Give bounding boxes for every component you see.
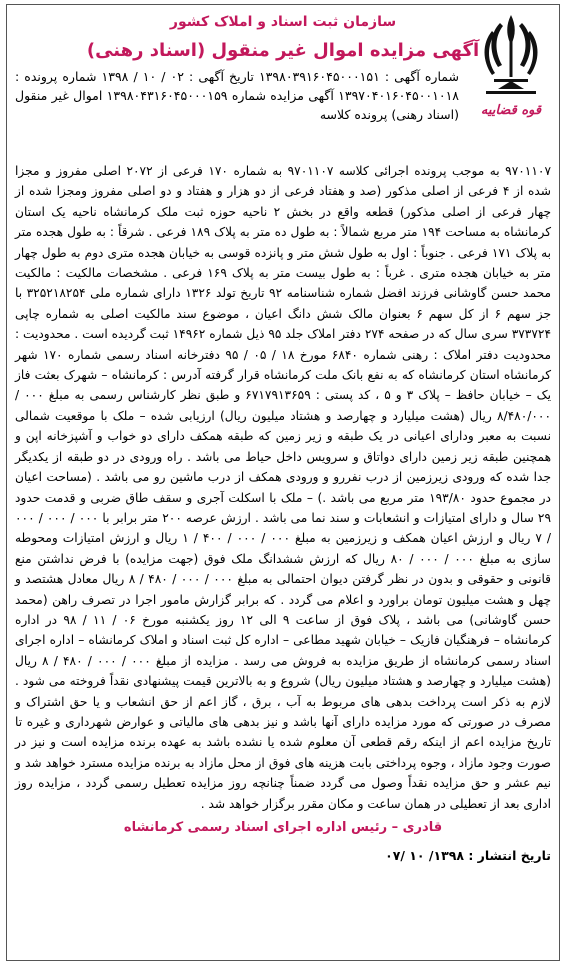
notice-header (15, 9, 551, 159)
judiciary-emblem (471, 11, 551, 151)
signature-line: قادری – رئیس اداره اجرای اسناد رسمی کرمانشاه (123, 820, 443, 835)
organization-title: سازمان ثبت اسناد و املاک کشور (169, 14, 397, 30)
publish-date: تاریخ انتشار : ۱۳۹۸/ ۱۰ /۰۷ (385, 848, 551, 863)
notice-body: ۹۷۰۱۱۰۷ به موجب پرونده اجرائی کلاسه ۹۷۰۱۱۰۷ به شماره ۱۷۰ فرعی از ۲۰۷۲ اصلی مفروز و مجزا شده از ۴ فرعی از اصلی مذکور (صد و هفتاد فرعی از دو هزار و هفتاد و دو اصلی مفروز ومجزا شده از چهار فرعی از اصلی مذکور) قطعه واقع در بخش ۲ ناحیه حوزه ثبت ملک کرمانشاه ناحیه یک استان کرمانشاه به مساحت ۱۹۴ متر مربع شمالاً : به طول ده متر به پلاک ۱۸۹ فرعی . شرقاً : به طول هجده متر به پلاک ۱۷۱ فرعی . جنوباً : اول به طول شش متر و پانزده قوسی به خیابان هجده متری دوم به طول چهار متر به خیابان هجده متری . غرباً : به طول بیست متر به پلاک ۱۶۹ فرعی . مشخصات مالکیت : مالکیت محمد حسن گاوشانی فرزند افضل شماره شناسنامه ۹۲ تاریخ تولد ۱۳۲۶ دارای شماره ملی ۳۲۵۲۱۸۲۵۴ با جز سهم ۶ از کل سهم ۶ بعنوان مالک شش دانگ اعیان ، موضوع سند مالکیت اصلی به شماره چاپی ۳۷۳۷۲۴ سری سال که در صفحه ۲۷۴ دفتر املاک جلد ۹۵ ذیل شماره ۱۴۹۶۲ ثبت گردیده است . محدودیت : محدودیت دفتر املاک : رهنی شماره ۶۸۴۰ مورخ ۱۸ / ۰۵ / ۹۵ دفترخانه اسناد رسمی شماره ۱۷۰ شهر کرمانشاه استان کرمانشاه که به نفع بانک ملت کرمانشاه قرار گرفته آدرس : کرمانشاه – شهرک بعثت فاز یک – خیابان حافظ – پلاک ۳ و ۵ ، کد پستی : ۶۷۱۷۹۱۳۶۵۹ و طبق نظر کارشناس رسمی به مبلغ ۰۰۰ / ۸/۴۸۰/۰۰۰ ریال (هشت میلیارد و چهارصد و هشتاد میلیون ریال) ارزیابی شده – ملک با موقعیت شمالی نسبت به معبر ودارای اعیانی در یک طبقه و زیر زمین که طبقه همکف دارای دو خواب و آشپزخانه اپن و همچنین طبقه زیر زمین دارای دواتاق و سرویس داخل حیاط می باشد . راه ورودی در دو طبقه از یکدیگر جدا شده که ورودی زیرزمین از درب نفررو و ورودی همکف از درب ماشین رو می باشد . (مساحت اعیان در مجموع حدود ۱۹۳/۸۰ متر مربع می باشد .) – ملک با اسکلت آجری و سقف طاق ضربی و قدمت حدود ۲۹ سال و دارای امتیازات و انشعابات و سند نما می باشد . ارزش عرصه ۲۰۰ متر برابر با ۰۰۰ / ۰۰۰ / ۰۰۰ / ۷ ریال و ارزش اعیان همکف و زیرزمین به مبلغ ۰۰۰ / ۰۰۰ / ۴۰۰ / ۱ ریال و ارزش امتیازات ومحوطه سازی به مبلغ ۰۰۰ / ۰۰۰ / ۸۰ ریال که ارزش ششدانگ ملک فوق (جهت مزایده) با فرض نداشتن منع قانونی و حقوقی و بدون در نظر گرفتن دیوان احتمالی به مبلغ ۰۰۰ / ۰۰۰ / ۴۸۰ / ۸ ریال معادل هشتصد و چهل و هشت میلیون تومان براورد و اعلام می گردد . که برابر گزارش مامور اجرا در تصرف راهن (محمد حسن گاوشانی) می باشد ، پلاک فوق از ساعت ۹ الی ۱۲ روز یکشنبه مورخ ۰۶ / ۱۱ / ۹۸ در اداره کرمانشاه – فرهنگیان فازیک – خیابان شهید مطاعی – اداره کل ثبت اسناد و املاک کرمانشاه – اداره اجرای اسناد رسمی کرمانشاه از طریق مزایده به فروش می رسد . مزایده از مبلغ ۰۰۰ / ۰۰۰ / ۴۸۰ / ۸ ریال (هشت میلیارد و چهارصد و هشتاد میلیون ریال) شروع و به بالاترین قیمت پیشنهادی نقداً فروخته می شود . لازم به ذکر است پرداخت بدهی های مربوط به آب ، برق ، گاز اعم از حق انشعاب و یا حق اشتراک و مصرف در صورتی که مورد مزایده دارای آنها باشد و نیز بدهی های مالیاتی و عوارض شهرداری و غیره تا تاریخ مزایده اعم از اینکه رقم قطعی آن معلوم شده یا نشده باشد به عهده برنده مزایده است و نیز در صورت وجود مازاد ، وجوه پرداختی بابت هزینه های فوق از محل مازاد به برنده مزایده مسترد خواهد شد و نیم عشر و حق مزایده نقداً وصول می گردد ضمناً چنانچه روز مزایده تعطیل رسمی گردد ، مزایده روز اداری بعد از تعطیلی در همان ساعت و مکان مقرر برگزار خواهد شد . (15, 164, 552, 811)
notice-frame (6, 4, 560, 961)
notice-title: آگهی مزایده اموال غیر منقول (اسناد رهنی) (86, 40, 480, 61)
notice-meta: شماره آگهی : ۱۳۹۸۰۳۹۱۶۰۴۵۰۰۰۱۵۱ تاریخ آگهی : ۰۲ / ۱۰ / ۱۳۹۸ شماره پرونده : ۱۳۹۷۰۴۰۱۶۰۴۵۰۰۱۰۱۸ آگهی مزایده شماره ۱۳۹۸۰۴۳۱۶۰۴۵۰۰۰۱۵۹ اموال غیر منقول (اسناد رهنی) پرونده کلاسه (15, 69, 460, 122)
judiciary-emblem-icon (480, 11, 542, 99)
emblem-caption: قوه قضاییه (480, 103, 542, 118)
